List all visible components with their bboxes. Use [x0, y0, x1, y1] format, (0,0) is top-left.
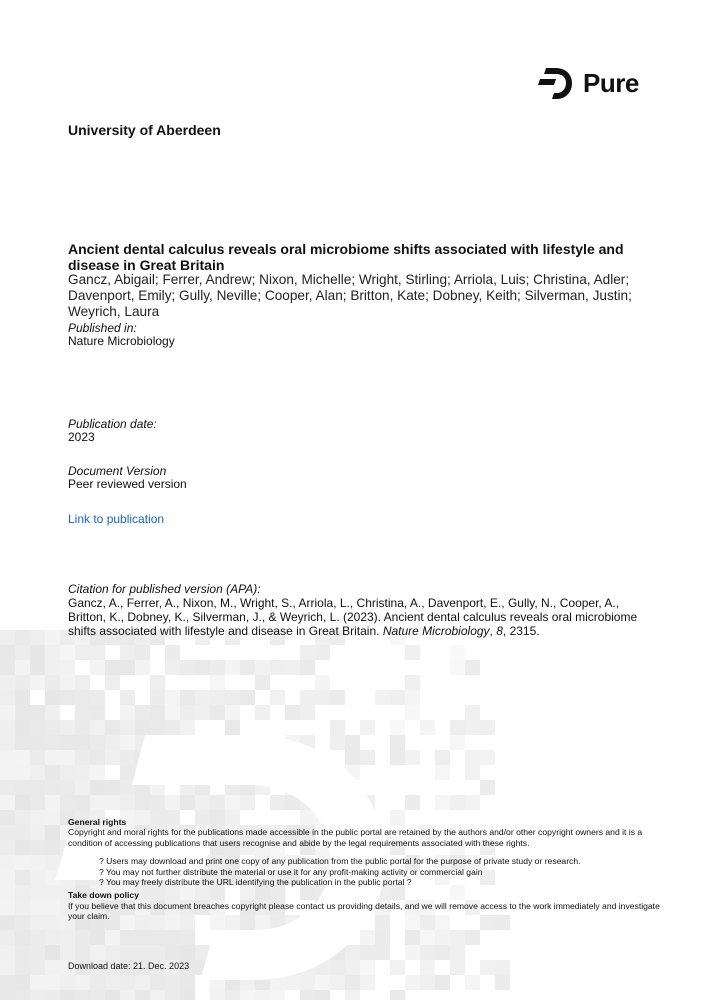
rights-item: ? Users may download and print one copy of any publication from the public portal for the purpose of private study or research. [99, 856, 581, 867]
citation-text [68, 596, 648, 638]
published-in-label: Published in: [68, 321, 137, 335]
citation-main-text: Gancz, A., Ferrer, A., Nixon, M., Wright, S., Arriola, L., Christina, A., Davenport, E., Gully, N., Cooper, A., Britton, K., Dobney, K., Silverman, J., & Weyrich, L. (2023). Ancient dental calculus reveals oral microbiome shifts associated with lifestyle and disease in Great Britain. [68, 596, 638, 638]
publication-title: Ancient dental calculus reveals oral microbiome shifts associated with lifestyle and disease in Great Britain [68, 241, 624, 273]
publication-date-label: Publication date: [68, 417, 157, 431]
download-date: Download date: 21. Dec. 2023 [68, 961, 190, 971]
citation-separator: , [489, 624, 497, 638]
citation-volume: 8 [496, 624, 503, 638]
takedown-heading: Take down policy [68, 890, 139, 901]
citation-pages: , 2315. [502, 624, 540, 638]
pure-logo-icon [538, 68, 572, 99]
general-rights-text: Copyright and moral rights for the publications made accessible in the public portal are retained by the authors and/or other copyright owners and it is a condition of accessing publications that users recognise and abide by the legal requirements associated with these rights. [68, 827, 643, 848]
citation-label: Citation for published version (APA): [68, 582, 261, 596]
published-in-value: Nature Microbiology [68, 334, 175, 348]
citation-journal: Nature Microbiology [382, 624, 490, 638]
rights-item: ? You may not further distribute the material or use it for any profit-making activity or commercial gain [99, 866, 483, 877]
takedown-text: If you believe that this document breaches copyright please contact us providing details, and we will remove access to the work immediately and investigate your claim. [68, 900, 660, 922]
publication-date-value: 2023 [68, 430, 95, 444]
publication-link[interactable]: Link to publication [68, 512, 165, 526]
document-version-value: Peer reviewed version [68, 477, 187, 491]
general-rights-heading: General rights [68, 817, 127, 827]
document-version-label: Document Version [68, 464, 167, 478]
author-list: Gancz, Abigail; Ferrer, Andrew; Nixon, Michelle; Wright, Stirling; Arriola, Luis; Christina, Adler; Davenport, Emily; Gully, Neville; Cooper, Alan; Britton, Kate; Dobney, Keith; Silverman, Justin; Weyrich, Laura [68, 272, 632, 319]
rights-section [68, 817, 668, 922]
institution-name: University of Aberdeen [68, 122, 221, 138]
pure-logo-text: Pure [583, 68, 639, 98]
rights-item: ? You may freely distribute the URL identifying the publication in the public portal ? [99, 877, 412, 888]
